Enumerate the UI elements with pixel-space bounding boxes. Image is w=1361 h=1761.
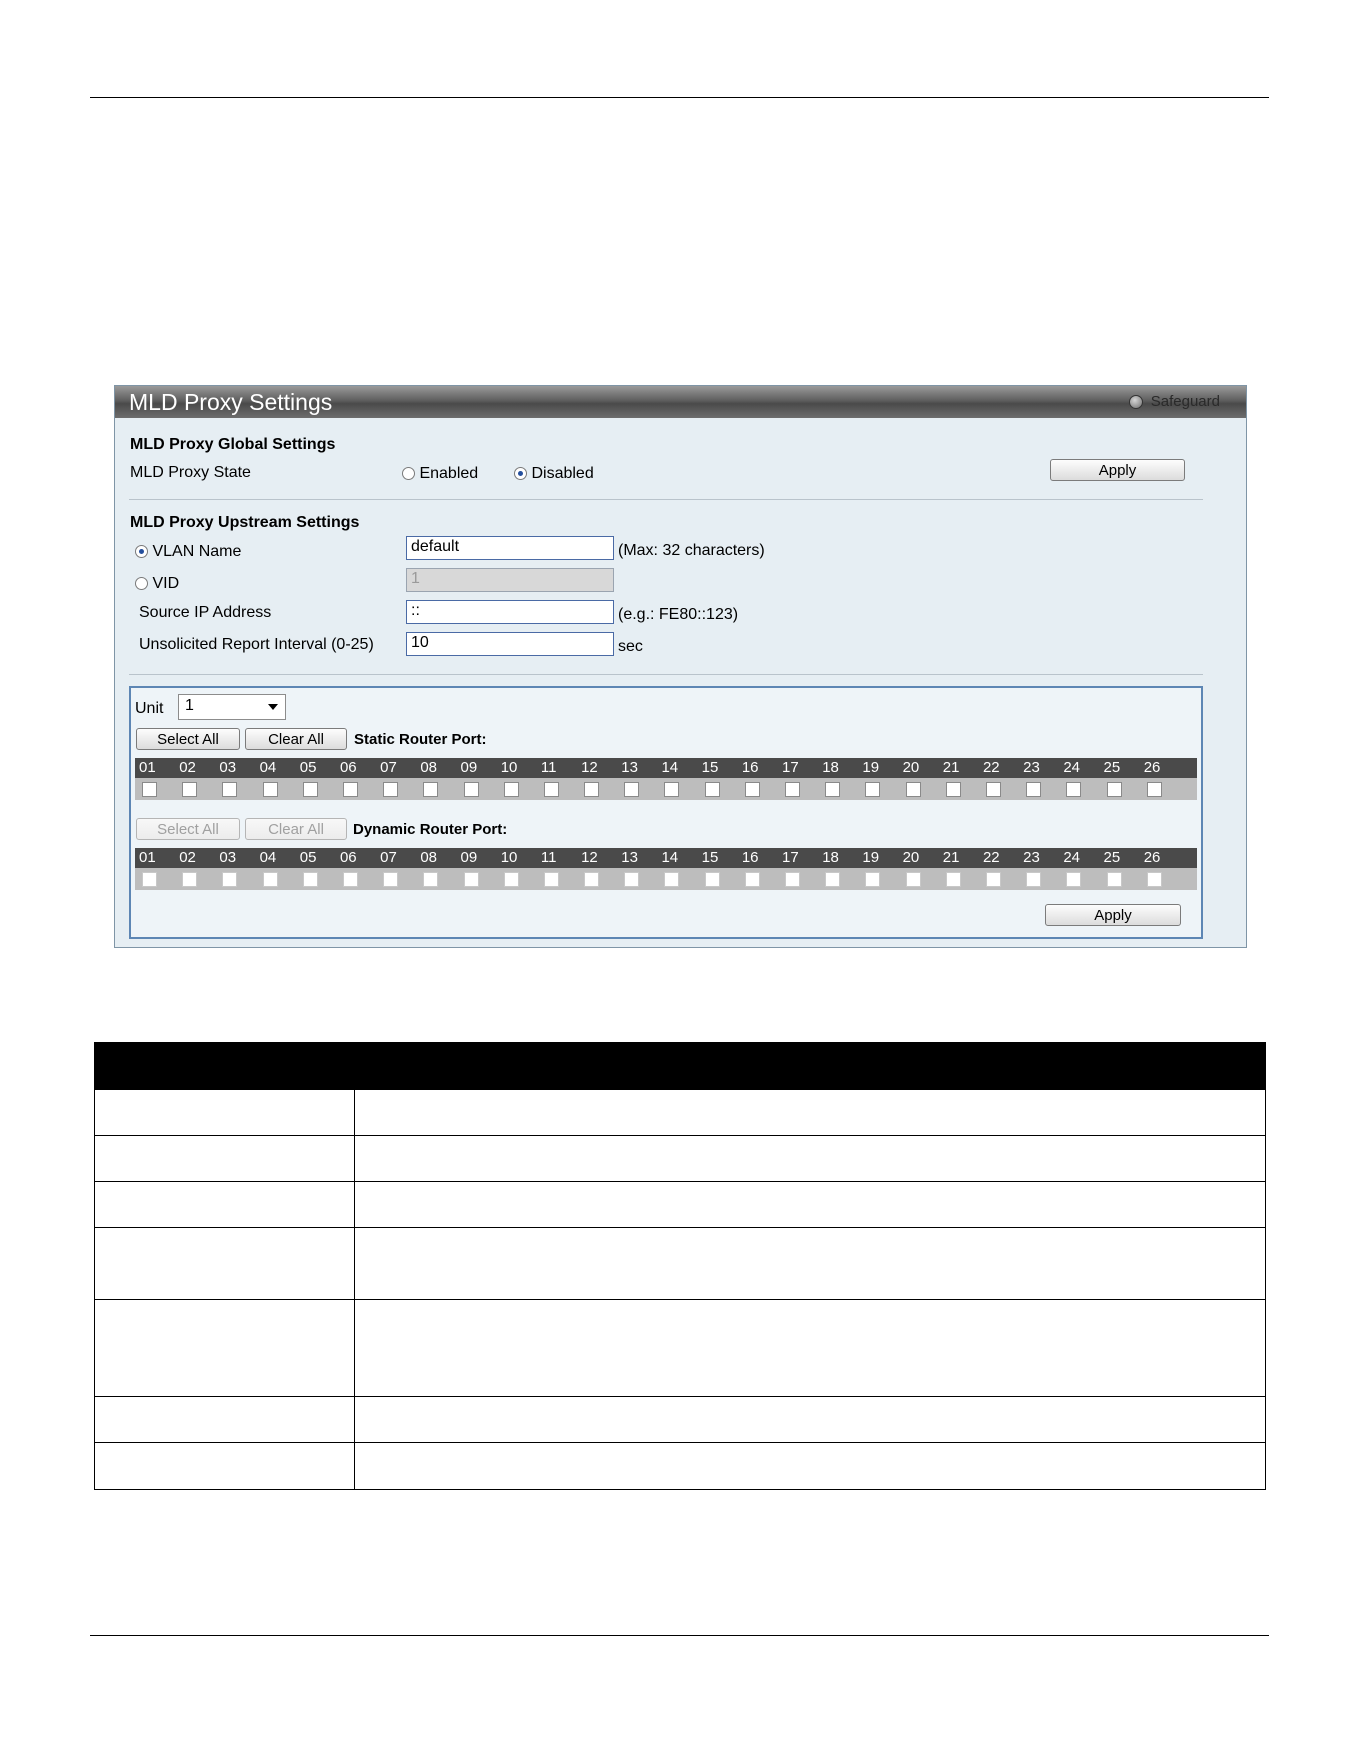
table-row — [95, 1136, 1266, 1182]
chevron-down-icon — [268, 704, 278, 710]
port-number: 23 — [1023, 759, 1040, 776]
dynamic-port-checkbox — [906, 872, 921, 887]
static-port-checkbox[interactable] — [464, 782, 479, 797]
dynamic-port-checkbox — [986, 872, 1001, 887]
port-number: 02 — [179, 849, 196, 866]
port-number: 22 — [982, 849, 1000, 866]
vlan-name-label: VLAN Name — [152, 543, 242, 560]
port-number: 01 — [139, 849, 156, 866]
port-checkbox-cell — [256, 872, 296, 887]
dynamic-port-checkbox — [785, 872, 800, 887]
static-port-checkbox[interactable] — [1147, 782, 1162, 797]
ports-apply-button[interactable]: Apply — [1045, 904, 1181, 926]
static-port-checkbox[interactable] — [303, 782, 318, 797]
port-checkbox-cell — [657, 872, 697, 887]
port-number: 14 — [661, 759, 679, 776]
port-number: 06 — [339, 759, 357, 776]
port-checkbox-cell — [778, 782, 818, 797]
static-port-checkbox[interactable] — [785, 782, 800, 797]
port-number: 11 — [540, 759, 557, 776]
port-number: 22 — [982, 759, 1000, 776]
port-number: 10 — [500, 849, 518, 866]
source-ip-label: Source IP Address — [139, 604, 272, 621]
port-number: 16 — [741, 849, 759, 866]
port-checkbox-cell — [738, 782, 778, 797]
port-checkbox-cell — [778, 872, 818, 887]
dynamic-port-checkbox — [1066, 872, 1081, 887]
static-port-checkbox[interactable] — [1026, 782, 1041, 797]
port-number: 08 — [420, 849, 437, 866]
dynamic-port-checkbox — [464, 872, 479, 887]
port-checkbox-cell — [376, 872, 416, 887]
static-port-numbers — [135, 758, 1197, 778]
dynamic-router-port-label: Dynamic Router Port: — [353, 821, 508, 838]
upstream-settings-heading: MLD Proxy Upstream Settings — [130, 514, 360, 531]
unit-select-value: 1 — [185, 697, 194, 714]
port-number: 11 — [540, 849, 557, 866]
static-port-checkbox[interactable] — [222, 782, 237, 797]
vlan-name-input[interactable]: default — [406, 536, 614, 560]
source-ip-hint: (e.g.: FE80::123) — [618, 606, 739, 623]
source-ip-input[interactable]: :: — [406, 600, 614, 624]
static-port-checkbox[interactable] — [343, 782, 358, 797]
port-number: 09 — [460, 759, 478, 776]
dynamic-port-checkbox — [303, 872, 318, 887]
port-number: 18 — [822, 759, 839, 776]
port-checkbox-cell — [858, 872, 898, 887]
section-divider-2 — [129, 674, 1203, 675]
port-checkbox-cell — [979, 872, 1019, 887]
port-number: 15 — [701, 759, 719, 776]
table-row — [95, 1443, 1266, 1490]
static-port-checkbox[interactable] — [142, 782, 157, 797]
port-number: 05 — [299, 759, 317, 776]
state-disabled-option[interactable] — [514, 465, 594, 483]
port-checkbox-cell — [175, 872, 215, 887]
report-interval-unit: sec — [618, 638, 643, 655]
report-interval-input[interactable]: 10 — [406, 632, 614, 656]
dynamic-port-checkbox — [705, 872, 720, 887]
port-number: 23 — [1023, 849, 1040, 866]
port-number: 13 — [621, 759, 638, 776]
dynamic-port-checkbox — [222, 872, 237, 887]
port-checkbox-cell — [215, 782, 255, 797]
port-number: 17 — [782, 759, 799, 776]
static-port-checkbox[interactable] — [946, 782, 961, 797]
port-checkbox-cell — [899, 782, 939, 797]
port-checkbox-cell — [1100, 872, 1140, 887]
port-number: 24 — [1063, 759, 1080, 776]
port-checkbox-cell — [818, 782, 858, 797]
static-port-checkbox[interactable] — [906, 782, 921, 797]
table-row — [95, 1090, 1266, 1136]
mld-proxy-settings-panel — [114, 385, 1247, 948]
unit-label: Unit — [135, 700, 164, 717]
proxy-state-label: MLD Proxy State — [130, 464, 251, 481]
table-row — [95, 1228, 1266, 1300]
dynamic-port-checkbox — [946, 872, 961, 887]
port-checkbox-cell — [1019, 782, 1059, 797]
port-number: 12 — [581, 849, 598, 866]
disabled-label: Disabled — [531, 465, 594, 482]
static-port-checkbox[interactable] — [584, 782, 599, 797]
port-number: 09 — [460, 849, 478, 866]
global-apply-button[interactable]: Apply — [1050, 459, 1185, 481]
static-port-checkbox[interactable] — [423, 782, 438, 797]
static-port-checkbox[interactable] — [1107, 782, 1122, 797]
port-checkbox-cell — [1019, 872, 1059, 887]
dynamic-port-checkbox — [624, 872, 639, 887]
port-number: 05 — [299, 849, 317, 866]
port-checkbox-cell — [215, 872, 255, 887]
vlan-name-hint: (Max: 32 characters) — [618, 542, 765, 559]
static-port-checkbox[interactable] — [544, 782, 559, 797]
port-checkbox-cell — [1059, 872, 1099, 887]
static-router-port-label: Static Router Port: — [354, 731, 487, 748]
enabled-label: Enabled — [419, 465, 479, 482]
port-checkbox-cell — [135, 872, 175, 887]
static-port-checkbox[interactable] — [705, 782, 720, 797]
port-number: 08 — [420, 759, 437, 776]
port-number: 26 — [1143, 759, 1161, 776]
port-number: 06 — [339, 849, 357, 866]
port-checkbox-cell — [577, 872, 617, 887]
port-number: 20 — [902, 759, 920, 776]
table-row — [95, 1182, 1266, 1228]
port-number: 15 — [701, 849, 719, 866]
port-checkbox-cell — [1140, 782, 1180, 797]
vid-input: 1 — [406, 568, 614, 592]
dynamic-port-checkbox — [865, 872, 880, 887]
static-clear-all-button[interactable]: Clear All — [245, 728, 347, 750]
port-checkbox-cell — [336, 872, 376, 887]
dynamic-port-checkbox — [745, 872, 760, 887]
dynamic-port-checkbox — [423, 872, 438, 887]
dynamic-port-numbers — [135, 848, 1197, 868]
static-port-checkbox[interactable] — [383, 782, 398, 797]
vlan-name-option[interactable] — [135, 543, 241, 561]
dynamic-port-checkbox — [1026, 872, 1041, 887]
static-port-checkbox[interactable] — [263, 782, 278, 797]
dynamic-port-checkbox — [544, 872, 559, 887]
port-number: 21 — [942, 849, 960, 866]
static-port-checkbox[interactable] — [865, 782, 880, 797]
port-number: 07 — [380, 759, 397, 776]
port-checkbox-cell — [416, 782, 456, 797]
port-number: 12 — [581, 759, 598, 776]
port-number: 01 — [139, 759, 156, 776]
unit-select[interactable] — [178, 694, 286, 720]
port-number: 03 — [219, 759, 237, 776]
port-number: 25 — [1103, 759, 1121, 776]
safeguard-label: Safeguard — [1150, 393, 1220, 410]
footer-rule — [90, 1635, 1269, 1636]
vid-label: VID — [152, 575, 180, 592]
dynamic-port-checkbox — [383, 872, 398, 887]
port-checkbox-cell — [336, 782, 376, 797]
port-number: 19 — [862, 759, 880, 776]
port-checkbox-cell — [818, 872, 858, 887]
port-number: 25 — [1103, 849, 1121, 866]
safeguard-indicator — [1129, 393, 1220, 410]
dynamic-port-checkbox — [343, 872, 358, 887]
port-number: 10 — [500, 759, 518, 776]
static-port-checkbox[interactable] — [182, 782, 197, 797]
port-checkbox-cell — [497, 872, 537, 887]
port-checkbox-cell — [939, 782, 979, 797]
enabled-radio[interactable] — [402, 467, 415, 480]
section-divider — [129, 499, 1203, 500]
port-number: 04 — [259, 759, 277, 776]
dynamic-port-checkbox — [504, 872, 519, 887]
dynamic-port-checkbox — [825, 872, 840, 887]
port-checkbox-cell — [1140, 872, 1180, 887]
dynamic-port-checkbox — [1107, 872, 1122, 887]
static-port-checkbox[interactable] — [504, 782, 519, 797]
vlan-name-radio[interactable] — [135, 545, 148, 558]
port-checkbox-cell — [698, 782, 738, 797]
port-number: 19 — [862, 849, 880, 866]
port-checkbox-cell — [939, 872, 979, 887]
port-number: 16 — [741, 759, 759, 776]
port-checkbox-cell — [1100, 782, 1140, 797]
dynamic-port-checkbox — [664, 872, 679, 887]
panel-title-bar — [115, 386, 1246, 418]
parameter-description-table — [94, 1042, 1266, 1490]
port-checkbox-cell — [457, 782, 497, 797]
static-port-checkbox[interactable] — [1066, 782, 1081, 797]
state-enabled-option[interactable] — [402, 465, 478, 483]
dynamic-clear-all-button: Clear All — [245, 818, 347, 840]
router-port-box — [129, 686, 1203, 939]
dynamic-port-checkbox — [263, 872, 278, 887]
table-row — [95, 1397, 1266, 1443]
port-checkbox-cell — [577, 782, 617, 797]
page-title: MLD Proxy Settings — [129, 389, 333, 415]
port-checkbox-cell — [617, 782, 657, 797]
port-checkbox-cell — [899, 872, 939, 887]
static-select-all-button[interactable]: Select All — [136, 728, 240, 750]
port-checkbox-cell — [256, 782, 296, 797]
port-number: 03 — [219, 849, 237, 866]
dynamic-port-checkbox — [142, 872, 157, 887]
port-checkbox-cell — [738, 872, 778, 887]
port-checkbox-cell — [1059, 782, 1099, 797]
port-checkbox-cell — [657, 782, 697, 797]
vid-radio[interactable] — [135, 577, 148, 590]
port-checkbox-cell — [497, 782, 537, 797]
port-number: 20 — [902, 849, 920, 866]
port-checkbox-cell — [376, 782, 416, 797]
port-checkbox-cell — [617, 872, 657, 887]
port-number: 02 — [179, 759, 196, 776]
port-checkbox-cell — [698, 872, 738, 887]
port-checkbox-cell — [537, 782, 577, 797]
static-port-checkbox[interactable] — [825, 782, 840, 797]
port-checkbox-cell — [979, 782, 1019, 797]
dynamic-select-all-button: Select All — [136, 818, 240, 840]
port-number: 07 — [380, 849, 397, 866]
header-rule — [90, 97, 1269, 98]
global-settings-heading: MLD Proxy Global Settings — [130, 436, 336, 453]
port-number: 13 — [621, 849, 638, 866]
static-port-checkboxes — [135, 778, 1197, 800]
static-port-checkbox[interactable] — [664, 782, 679, 797]
dynamic-port-checkbox — [584, 872, 599, 887]
dynamic-port-checkboxes — [135, 868, 1197, 890]
port-checkbox-cell — [537, 872, 577, 887]
port-number: 21 — [942, 759, 960, 776]
port-number: 18 — [822, 849, 839, 866]
static-port-checkbox[interactable] — [745, 782, 760, 797]
report-interval-label: Unsolicited Report Interval (0-25) — [139, 636, 374, 653]
dynamic-port-checkbox — [182, 872, 197, 887]
static-port-checkbox[interactable] — [986, 782, 1001, 797]
disabled-radio[interactable] — [514, 467, 527, 480]
port-checkbox-cell — [296, 872, 336, 887]
safeguard-icon — [1129, 395, 1143, 409]
port-checkbox-cell — [135, 782, 175, 797]
dynamic-port-checkbox — [1147, 872, 1162, 887]
table-header — [95, 1043, 1266, 1090]
port-checkbox-cell — [457, 872, 497, 887]
port-number: 24 — [1063, 849, 1080, 866]
port-number: 04 — [259, 849, 277, 866]
port-checkbox-cell — [858, 782, 898, 797]
port-number: 17 — [782, 849, 799, 866]
port-number: 14 — [661, 849, 679, 866]
table-row — [95, 1300, 1266, 1397]
port-number: 26 — [1143, 849, 1161, 866]
static-port-checkbox[interactable] — [624, 782, 639, 797]
port-checkbox-cell — [175, 782, 215, 797]
port-checkbox-cell — [296, 782, 336, 797]
vid-option[interactable] — [135, 575, 179, 593]
port-checkbox-cell — [416, 872, 456, 887]
